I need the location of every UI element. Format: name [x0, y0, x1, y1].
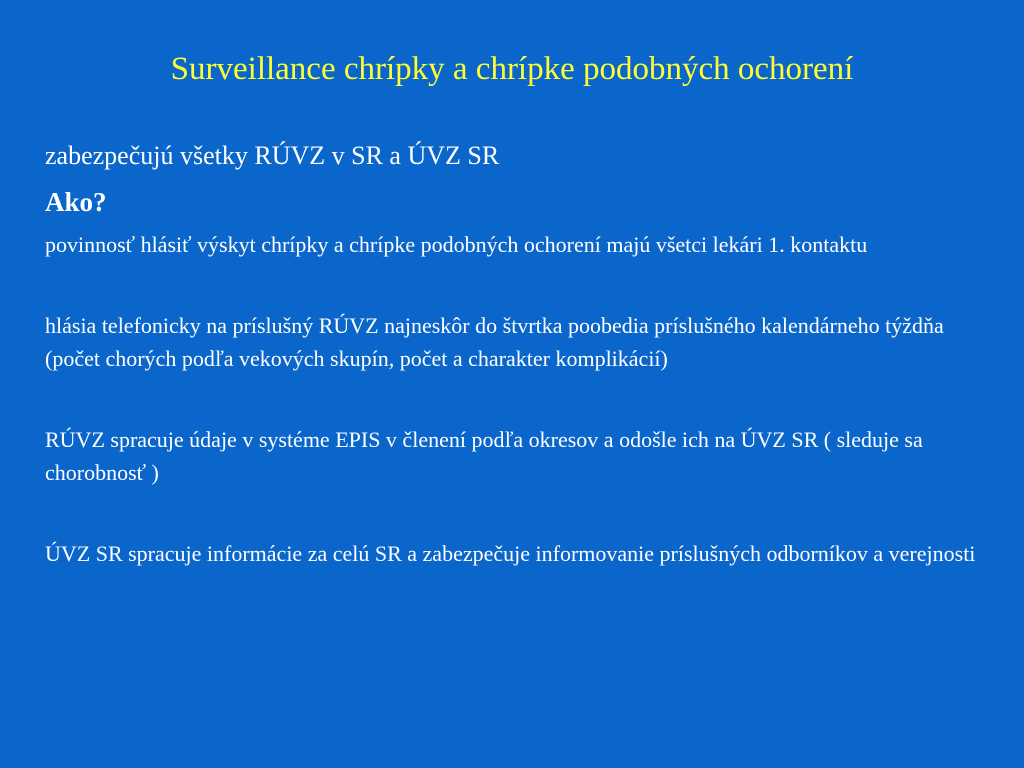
paragraph-3: RÚVZ spracuje údaje v systéme EPIS v členení podľa okresov a odošle ich na ÚVZ SR ( sleduje sa chorobnosť ) [45, 427, 923, 485]
paragraph-4: ÚVZ SR spracuje informácie za celú SR a zabezpečuje informovanie príslušných odborníkov a verejnosti [45, 541, 976, 566]
slide-content [45, 138, 985, 570]
question-heading: Ako? [45, 187, 107, 217]
paragraph-1: povinnosť hlásiť výskyt chrípky a chrípke podobných ochorení majú všetci lekári 1. kontaktu [45, 232, 868, 257]
paragraph-2: hlásia telefonicky na príslušný RÚVZ najneskôr do štvrtka poobedia príslušného kalendárneho týždňa (počet chorých podľa vekových skupín, počet a charakter komplikácií) [45, 313, 944, 371]
intro-line: zabezpečujú všetky RÚVZ v SR a ÚVZ SR [45, 141, 500, 170]
slide-title: Surveillance chrípky a chrípke podobných ochorení [170, 51, 854, 87]
